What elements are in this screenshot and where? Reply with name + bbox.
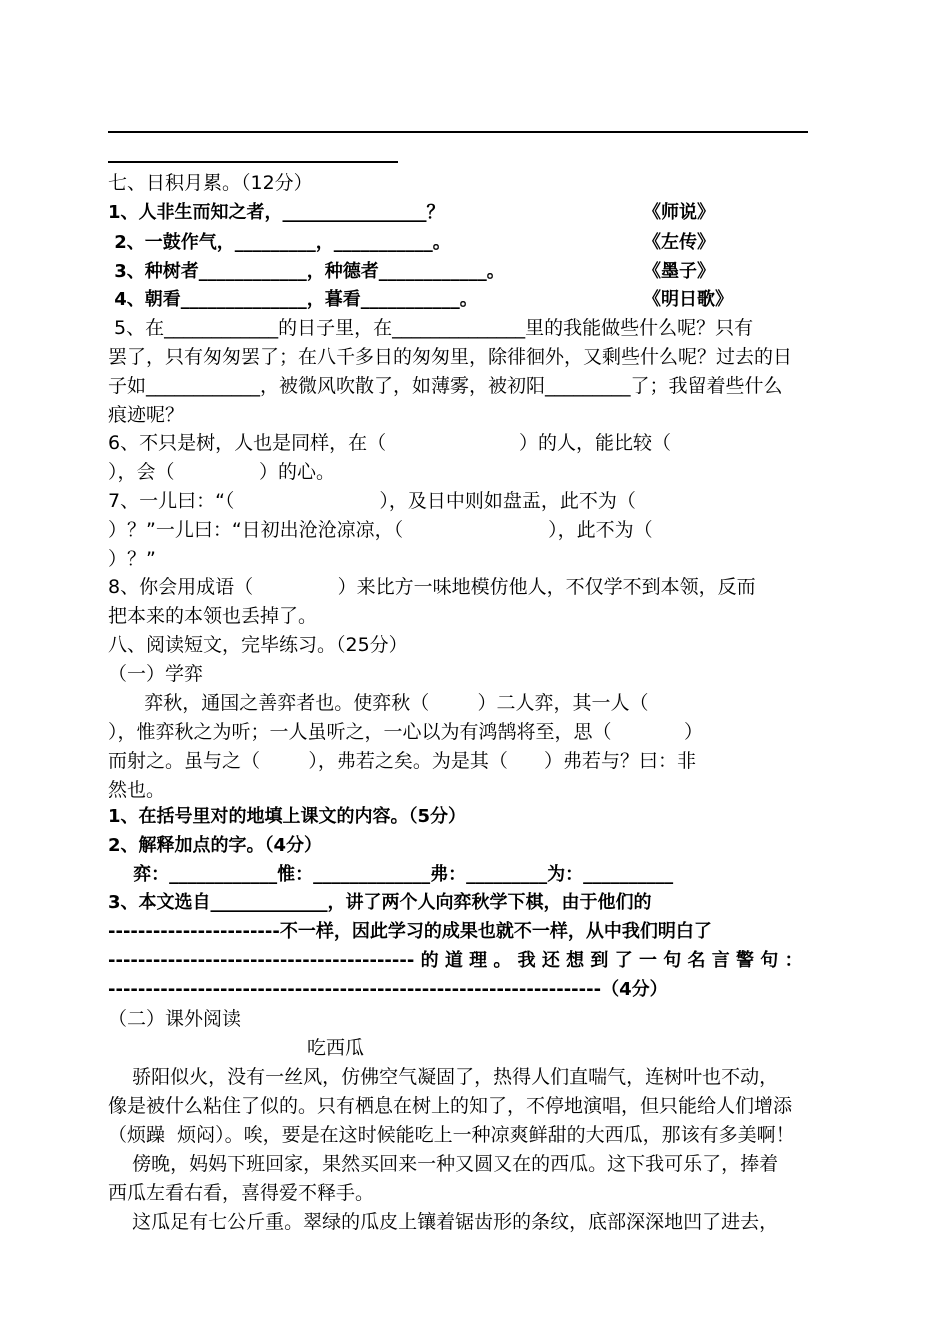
q2-source: 《左传》 (643, 232, 715, 253)
exercise-2: 2、解释加点的字。（4分） (108, 835, 323, 856)
exercise-3-line-4: ------------------------------------------------------------------（4分） (108, 979, 668, 1000)
exercise-3-line-1: 3、本文选自_____________，讲了两个人向弈秋学下棋，由于他们的 (108, 892, 652, 913)
part1-title: （一）学弈 (108, 663, 204, 685)
q5-line-4: 痕迹呢？ (108, 404, 185, 426)
q1-text: 1、人非生而知之者，________________？ (108, 202, 445, 223)
exercise-2-items: 弈：____________惟：_____________弗：_________为：__________ (108, 864, 674, 885)
q6-line-2: ），会（ ）的心。 (108, 461, 336, 483)
story-line-4: 傍晚，妈妈下班回家，果然买回来一种又圆又在的西瓜。这下我可乐了，捧着 (108, 1153, 779, 1175)
story-line-1: 骄阳似火，没有一丝风，仿佛空气凝固了，热得人们直喘气，连树叶也不动， (108, 1066, 779, 1088)
answer-line-long (108, 131, 808, 133)
q3-text: 3、种树者____________，种德者____________。 (108, 261, 505, 282)
q3-source: 《墨子》 (643, 261, 715, 282)
q6-line-1: 6、不只是树，人也是同样，在（ ）的人，能比较（ (108, 432, 671, 454)
q5-line-2: 罢了，只有匆匆罢了；在八千多日的匆匆里，除徘徊外，又剩些什么呢？过去的日 (108, 346, 793, 368)
exercise-1: 1、在括号里对的地填上课文的内容。（5分） (108, 806, 467, 827)
q2-text: 2、一鼓作气，_________，___________。 (108, 232, 451, 253)
q5-line-1: 5、在____________的日子里，在______________里的我能做些什么呢？只有 (108, 317, 754, 339)
passage-line-3: 而射之。虽与之（ ），弗若之矣。为是其（ ）弗若与？曰：非 (108, 750, 697, 772)
q1-source: 《师说》 (643, 202, 715, 223)
passage-line-1: 弈秋，通国之善弈者也。使弈秋（ ）二人弈，其一人（ (108, 692, 649, 714)
q5-line-3: 子如____________，被微风吹散了，如薄雾，被初阳_________了；我留着些什么 (108, 375, 783, 397)
story-line-3: （烦躁 烦闷）。唉，要是在这时候能吃上一种凉爽鲜甜的大西瓜，那该有多美啊！ (108, 1124, 795, 1146)
q8-line-2: 把本来的本领也丢掉了。 (108, 605, 318, 627)
q4-text: 4、朝看______________，暮看___________。 (108, 289, 478, 310)
story-line-5: 西瓜左看右看，喜得爱不释手。 (108, 1182, 375, 1204)
story-line-2: 像是被什么粘住了似的。只有栖息在树上的知了，不停地演唱，但只能给人们增添 (108, 1095, 793, 1117)
q7-line-1: 7、一儿曰：“（ ），及日中则如盘盂，此不为（ (108, 490, 636, 512)
part2-title: （二）课外阅读 (108, 1008, 242, 1030)
story-line-6: 这瓜足有七公斤重。翠绿的瓜皮上镶着锯齿形的条纹，底部深深地凹了进去， (108, 1211, 779, 1233)
q7-line-3: ）？” (108, 548, 156, 570)
q8-line-1: 8、你会用成语（ ）来比方一味地模仿他人，不仅学不到本领，反而 (108, 576, 756, 598)
exercise-3-line-3: ----------------------------------------- 的 道 理 。 我 还 想 到 了 一 句 名 言 警 句 ： (108, 950, 803, 971)
exercise-3-line-2: -----------------------不一样，因此学习的成果也就不一样，从中我们明白了 (108, 921, 712, 942)
q4-source: 《明日歌》 (643, 289, 733, 310)
section7-title: 七、日积月累。（12分） (108, 172, 313, 194)
answer-line-short (108, 161, 398, 163)
q7-line-2: ）？”一儿曰：“日初出沧沧凉凉，（ ），此不为（ (108, 519, 653, 541)
passage-line-2: ），惟弈秋之为听；一人虽听之，一心以为有鸿鹄将至，思（ ） (108, 721, 703, 743)
section8-title: 八、阅读短文，完毕练习。（25分） (108, 634, 408, 656)
story-title: 吃西瓜 (307, 1037, 365, 1059)
passage-line-4: 然也。 (108, 779, 166, 801)
